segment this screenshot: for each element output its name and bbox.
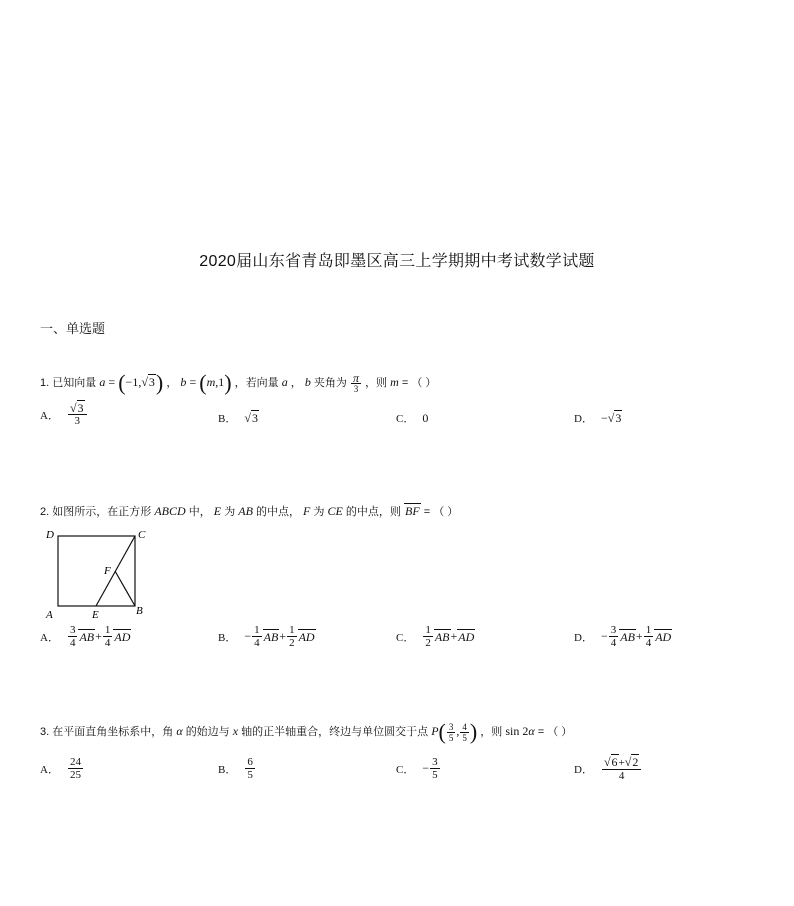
question-3-stem: 3. 在平面直角坐标系中，角 α 的始边与 x 轴的正半轴重合，终边与单位圆交于点 P( $\frac{3}{5}$ , $\frac{4}{5}$ ) ，则 sin 2α = （ ）	[40, 719, 573, 744]
paren-close: )	[155, 370, 164, 395]
label-a: A	[46, 609, 53, 620]
q3-option-b[interactable]: B． $\frac{6}{5}$	[218, 756, 253, 781]
q2-option-d[interactable]: D． − $\frac{3}{4}$ AB + $\frac{1}{4}$ AD	[574, 624, 672, 649]
sqrt-3: √3	[141, 374, 155, 389]
point-e: E	[213, 504, 222, 518]
q3-text: 轴的正半轴重合，终边与单位圆交于点	[241, 725, 429, 738]
point-p: P	[431, 723, 439, 738]
label-b: B	[136, 605, 143, 617]
label-c: C	[138, 529, 146, 541]
vector-a: a	[99, 374, 106, 389]
q3-option-a[interactable]: A． $\frac{24}{25}$	[40, 756, 81, 781]
q3-text: 在平面直角坐标系中，角	[52, 725, 174, 738]
square-abcd: ABCD	[154, 504, 186, 518]
question-number: 2.	[40, 506, 50, 518]
paren-open: (	[199, 370, 207, 395]
paren-open: (	[118, 370, 126, 395]
q3-text: 的始边与	[185, 725, 230, 738]
q3-text: ，则	[480, 725, 503, 738]
q1-option-d[interactable]: D． − √3	[574, 410, 622, 425]
answer-blank: = （ ）	[537, 725, 573, 738]
answer-blank: = （ ）	[423, 506, 459, 518]
q2-text: 为	[313, 506, 325, 518]
equals: =	[108, 374, 116, 389]
variable-m: m	[390, 374, 399, 389]
q1-text: 夹角为	[313, 376, 347, 389]
vector-b: b	[180, 374, 187, 389]
q1-text: ，若向量	[234, 376, 279, 389]
q1-option-a[interactable]: A． $\frac{√3}{3}$	[40, 402, 88, 427]
vector-b: b	[304, 374, 311, 389]
section-heading: 一、单选题	[40, 321, 106, 336]
paren-close: )	[469, 719, 478, 744]
question-1-stem	[40, 372, 436, 394]
square-figure	[40, 524, 150, 620]
variable-x: x	[232, 723, 239, 738]
fraction-pi-3: $\frac{\pi}{3}$	[352, 370, 359, 394]
fraction: $\frac{√3}{3}$	[68, 402, 87, 427]
angle-alpha: α	[528, 723, 535, 738]
vector-bf: BF	[404, 504, 420, 518]
q3-option-d[interactable]: D． $\frac{√6+√2}{4}$	[574, 756, 642, 782]
question-2-stem	[40, 503, 458, 519]
segment-ce: CE	[327, 504, 343, 518]
q2-option-c[interactable]: C． $\frac{1}{2}$ AB + AD	[396, 624, 475, 649]
q1-text: ，	[290, 376, 302, 389]
equals: =	[189, 374, 197, 389]
vector-a: a	[281, 374, 288, 389]
paren-close: )	[224, 370, 232, 395]
q2-text: 如图所示，在正方形	[52, 506, 152, 518]
q1-text: 已知向量	[52, 376, 97, 389]
q3-option-c[interactable]: C． − $\frac{3}{5}$	[396, 756, 438, 781]
question-number: 1.	[40, 376, 50, 389]
b-value-rest: ,1	[215, 374, 225, 389]
question-number: 3.	[40, 725, 50, 738]
label-f: F	[104, 565, 111, 577]
a-value: −1,	[125, 374, 142, 389]
segment-ab: AB	[238, 504, 253, 518]
paren-open: (	[438, 719, 446, 744]
q2-text: 的中点，	[255, 506, 300, 518]
page-title: 2020届山东省青岛即墨区高三上学期期中考试数学试题	[199, 253, 595, 270]
sqrt-3: √3	[607, 410, 622, 425]
q2-text: 为	[224, 506, 236, 518]
segment-bf-line	[115, 571, 135, 606]
label-d: D	[46, 529, 54, 541]
point-f: F	[303, 504, 311, 518]
q2-text: 的中点，则	[345, 506, 401, 518]
q1-option-b[interactable]: B． √3	[218, 410, 258, 425]
q2-option-b[interactable]: B． − $\frac{1}{4}$ AB + $\frac{1}{2}$ AD	[218, 624, 315, 649]
q2-text: 中，	[188, 506, 211, 518]
sin-2: sin 2	[505, 723, 529, 738]
q1-option-c[interactable]: C． 0	[396, 410, 429, 425]
q2-option-a[interactable]: A． $\frac{3}{4}$ AB + $\frac{1}{4}$ AD	[40, 624, 131, 649]
answer-blank: = （ ）	[401, 376, 437, 389]
square-outline	[58, 536, 135, 606]
sqrt-3: √3	[244, 410, 258, 425]
q1-text: ，则	[365, 376, 388, 389]
b-value-m: m	[206, 374, 216, 389]
label-e: E	[92, 609, 99, 620]
value-zero: 0	[422, 410, 429, 425]
comma: ，	[166, 376, 178, 389]
angle-alpha: α	[176, 723, 183, 738]
